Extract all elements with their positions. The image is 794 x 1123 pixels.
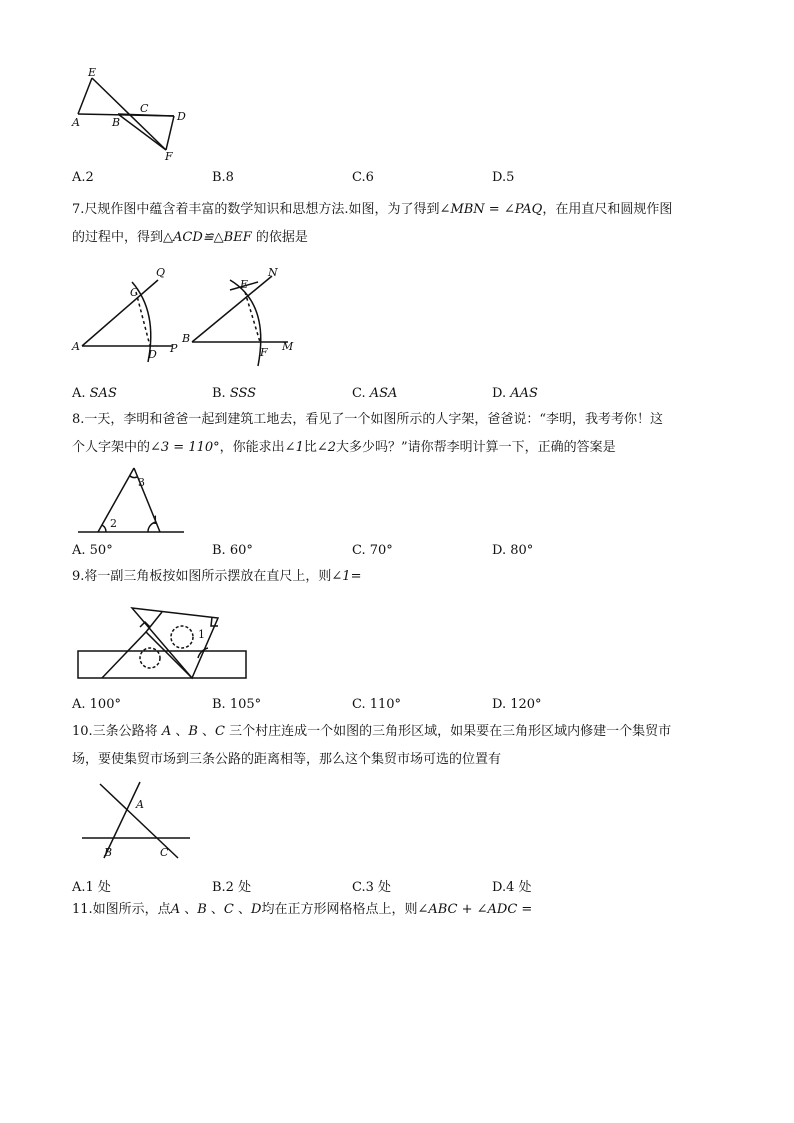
q10-option-a: A.1 处	[72, 880, 111, 895]
q7-line1-prefix: 7.尺规作图中蕴含着丰富的数学知识和思想方法.如图，为了得到	[72, 202, 440, 217]
q11-c: C	[223, 902, 234, 917]
q8-line2-suffix: 大多少吗？”请你帮李明计算一下，正确的答案是	[336, 440, 616, 455]
q7-label-e: E	[240, 278, 249, 291]
q6-label-e: E	[88, 66, 97, 79]
q9-text-math: ∠1=	[331, 569, 362, 584]
q10-stem	[72, 718, 722, 774]
q11-sep2: 、	[206, 902, 224, 917]
q8-line2-mid: ，你能求出	[219, 440, 285, 455]
q7-label-m: M	[282, 340, 294, 353]
q9-option-d: D. 120°	[492, 697, 542, 712]
q7-label-f: F	[260, 346, 268, 359]
q7-label-d: D	[148, 348, 157, 361]
q9-stem	[72, 563, 722, 591]
q11-stem	[72, 896, 722, 924]
q10-label-c: C	[160, 846, 169, 859]
q6-option-d: D.5	[492, 170, 515, 185]
q8-line2-math2: ∠1	[284, 440, 304, 455]
q6-label-f: F	[165, 150, 173, 163]
q8-line2-mid2: 比	[303, 440, 317, 455]
q6-option-c: C.6	[352, 170, 374, 185]
q6-label-b: B	[112, 116, 121, 129]
q8-option-c: C. 70°	[352, 543, 393, 558]
q8-line2-math3: ∠2	[316, 440, 337, 455]
q8-option-a: A. 50°	[72, 543, 113, 558]
q9-figure	[74, 600, 250, 682]
q7-line2-math: △ACD≌△BEF	[163, 230, 252, 245]
q8-label-3: 3	[138, 476, 145, 489]
q11-b: B	[197, 902, 207, 917]
q10-figure	[78, 780, 194, 862]
q7-label-b: B	[182, 332, 191, 345]
q7-option-d	[492, 386, 538, 401]
q10-line1-c: C	[215, 724, 225, 739]
q10-line1-prefix: 10.三条公路将	[72, 724, 162, 739]
q7-option-b	[212, 386, 256, 401]
q8-stem	[72, 406, 722, 462]
q6-label-c: C	[140, 102, 149, 115]
q7-line2-prefix: 的过程中，得到	[72, 230, 164, 245]
q7-line2-suffix: 的依据是	[251, 230, 308, 245]
q7-label-q: Q	[156, 266, 166, 279]
q9-option-c: C. 110°	[352, 697, 402, 712]
q7-line1-math: ∠MBN = ∠PAQ	[439, 202, 543, 217]
q8-line2-prefix: 个人字架中的	[72, 440, 151, 455]
q7-option-d-math: AAS	[510, 386, 538, 401]
q7-option-c-prefix: C.	[352, 386, 370, 401]
q7-option-a	[72, 386, 117, 401]
q8-option-b: B. 60°	[212, 543, 253, 558]
q11-sep1: 、	[180, 902, 198, 917]
q6-label-a: A	[72, 116, 80, 129]
q10-line2: 场，要使集贸市场到三条公路的距离相等，那么这个集贸市场可选的位置有	[72, 752, 502, 767]
q7-label-n: N	[268, 266, 278, 279]
q7-option-a-math: SAS	[89, 386, 117, 401]
q10-option-d: D.4 处	[492, 880, 532, 895]
q10-option-b: B.2 处	[212, 880, 252, 895]
q7-option-d-prefix: D.	[492, 386, 511, 401]
q7-option-a-prefix: A.	[72, 386, 90, 401]
q8-label-1: 1	[152, 514, 159, 527]
q9-label-1: 1	[198, 628, 205, 641]
q7-figure	[70, 262, 310, 372]
q7-label-c: C	[130, 286, 139, 299]
q11-sep3: 、	[233, 902, 252, 917]
q9-option-b: B. 105°	[212, 697, 262, 712]
q11-prefix: 11.如图所示，点	[72, 902, 171, 917]
q7-label-a: A	[72, 340, 80, 353]
q7-label-p: P	[170, 342, 178, 355]
q9-option-a: A. 100°	[72, 697, 121, 712]
q10-line1-sep1: 、	[171, 724, 189, 739]
q8-line2-math: ∠3 = 110°	[150, 440, 220, 455]
q8-line1: 8.一天，李明和爸爸一起到建筑工地去，看见了一个如图所示的人字架，爸爸说：“李明，我考考你！这	[72, 412, 664, 427]
q10-option-c: C.3 处	[352, 880, 392, 895]
q11-d: D	[251, 902, 262, 917]
q10-line1-sep2: 、	[197, 724, 216, 739]
q7-stem	[72, 196, 722, 252]
q11-mid: 均在正方形网格格点上，则	[261, 902, 418, 917]
q10-label-a: A	[136, 798, 144, 811]
q11-a: A	[170, 902, 181, 917]
q7-option-c	[352, 386, 397, 401]
q7-line1-suffix: ，在用直尺和圆规作图	[542, 202, 673, 217]
q9-text-prefix: 9.将一副三角板按如图所示摆放在直尺上，则	[72, 569, 332, 584]
q10-line1-a: A	[161, 724, 172, 739]
q6-option-a: A.2	[72, 170, 94, 185]
q10-line1-suffix: 三个村庄连成一个如图的三角形区域，如果要在三角形区域内修建一个集贸市	[225, 724, 672, 739]
q8-option-d: D. 80°	[492, 543, 534, 558]
q6-option-b: B.8	[212, 170, 234, 185]
q7-option-c-math: ASA	[369, 386, 398, 401]
q8-figure	[76, 464, 188, 540]
q7-option-b-prefix: B.	[212, 386, 230, 401]
q8-label-2: 2	[110, 517, 117, 530]
q11-math: ∠ABC + ∠ADC =	[417, 902, 533, 917]
q6-figure	[70, 66, 200, 162]
q7-option-b-math: SSS	[229, 386, 257, 401]
q10-line1-b: B	[188, 724, 198, 739]
q6-label-d: D	[177, 110, 186, 123]
q10-label-b: B	[104, 846, 113, 859]
